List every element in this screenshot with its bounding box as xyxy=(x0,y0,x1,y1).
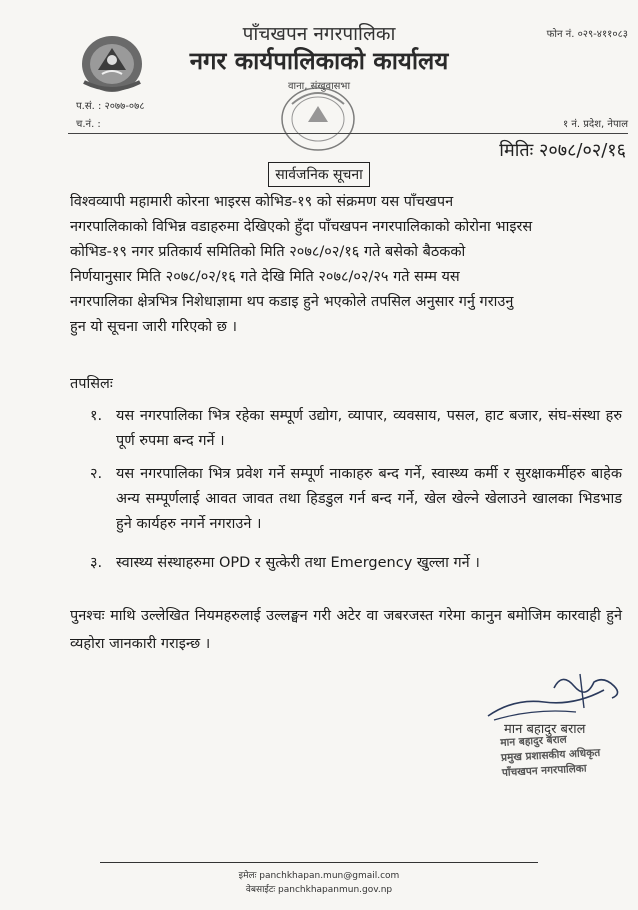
list-item-text: यस नगरपालिका भित्र रहेका सम्पूर्ण उद्योग, व्यापार, व्यवसाय, पसल, हाट बजार, संघ-संस्था हरु पूर्ण रुपमा बन्द गर्ने । xyxy=(116,408,622,449)
list-item-number: ३. xyxy=(90,555,103,571)
stamp-line: प्रमुख प्रशासकीय अधिकृत xyxy=(500,746,601,764)
office-seal-stamp xyxy=(278,84,358,154)
notice-title-box xyxy=(0,162,638,187)
signatory-name: मान बहादुर बराल xyxy=(504,722,586,737)
phone-number: फोन नं. ०२९-४११०८३ xyxy=(546,29,628,40)
office-address: वाना, संखुवासभा xyxy=(287,81,351,92)
body-line: नगरपालिकाको विभिन्न वडाहरुमा देखिएको हुँदा पाँचखपन नगरपालिकाको कोरोना भाइरस xyxy=(70,219,533,235)
body-line: निर्णयानुसार मिति २०७८/०२/१६ गते देखि मिति २०७८/०२/२५ गते सम्म यस xyxy=(70,269,460,285)
list-item-text: स्वास्थ्य संस्थाहरुमा OPD र सुत्केरी तथा Emergency खुल्ला गर्ने । xyxy=(116,555,480,571)
body-line: हुन यो सूचना जारी गरिएको छ । xyxy=(70,319,237,335)
list-item xyxy=(90,404,622,456)
list-item xyxy=(90,551,622,579)
stamp-line: पाँचखपन नगरपालिका xyxy=(501,762,587,779)
dispatch-number: च.नं. : xyxy=(76,119,101,130)
list-item-number: १. xyxy=(90,408,103,424)
body-line: विश्वव्यापी महामारी कोरना भाइरस कोभिड-१९ को संक्रमण यस पाँचखपन xyxy=(70,194,454,210)
list-label: तपसिलः xyxy=(70,376,113,392)
municipality-name: पाँचखपन नगरपालिका xyxy=(242,23,396,45)
footer-divider xyxy=(100,862,538,863)
notice-date: मितिः २०७८/०२/१६ xyxy=(499,140,626,161)
office-name: नगर कार्यपालिकाको कार्यालय xyxy=(189,47,449,75)
list-item-number: २. xyxy=(90,466,103,482)
body-line: नगरपालिका क्षेत्रभित्र निशेधाज्ञामा थप कडाइ हुने भएकोले तपसिल अनुसार गर्नु गराउनु xyxy=(70,294,514,310)
postscript: पुनश्चः माथि उल्लेखित नियमहरुलाई उल्लङ्घन गरी अटेर वा जबरजस्त गरेमा कानुन बमोजिम कारवाही हुने व्यहोरा जानकारी गराइन्छ । xyxy=(70,608,622,652)
notice-title: सार्वजनिक सूचना xyxy=(268,162,370,187)
notice-body xyxy=(70,190,622,340)
list-item-text: यस नगरपालिका भित्र प्रवेश गर्ने सम्पूर्ण नाकाहरु बन्द गर्ने, स्वास्थ्य कर्मी र सुरक्षाकर्मीहरु बाहेक अन्य सम्पूर्णलाई आवत जावत तथा हिडडुल गर्न बन्द गर्ने, खेल खेल्ने खेलाउने खालका भिडभाड हुने कार्यहरु नगर्ने नगराउने । xyxy=(116,466,622,532)
footer-website: वेबसाईटः panchkhapanmun.gov.np xyxy=(245,885,393,895)
province-label: १ नं. प्रदेश, नेपाल xyxy=(562,119,628,130)
footer-email: इमेलः panchkhapan.mun@gmail.com xyxy=(238,871,400,881)
reference-number: प.सं. : २०७७-०७८ xyxy=(76,101,145,112)
header-divider xyxy=(68,133,628,134)
list-item xyxy=(90,462,622,542)
stamp-line: मान बहादुर बराल xyxy=(500,733,568,749)
body-line: कोभिड-१९ नगर प्रतिकार्य समितिको मिति २०७८/०२/१६ गते बसेको बैठकको xyxy=(70,244,466,260)
signatory-stamp xyxy=(500,729,638,781)
